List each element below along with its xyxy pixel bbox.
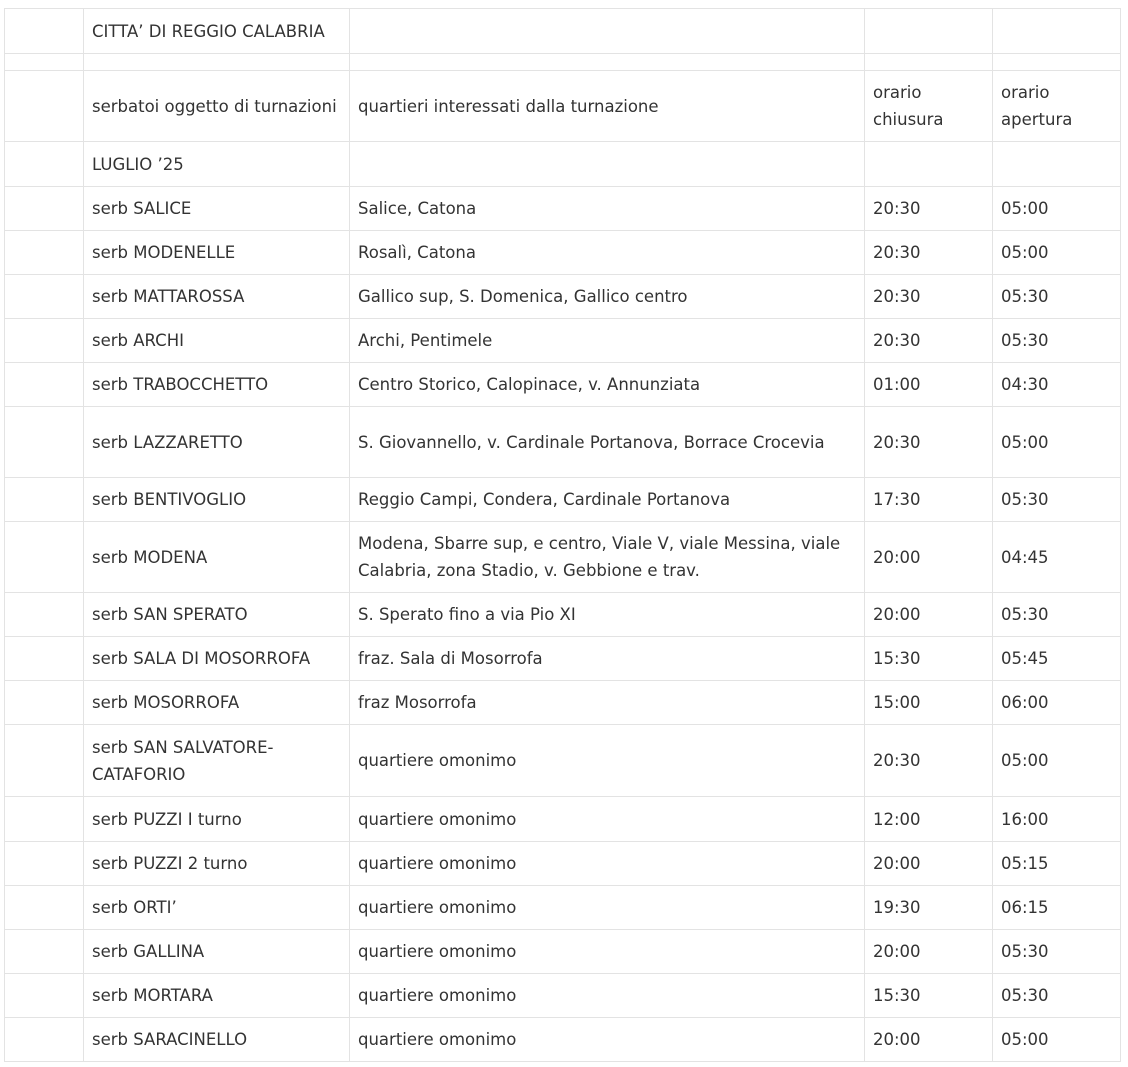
table-row xyxy=(5,886,1121,930)
closing-time: 20:00 xyxy=(865,593,993,637)
closing-time: 20:00 xyxy=(865,842,993,886)
empty-cell xyxy=(84,54,350,71)
empty-cell xyxy=(5,681,84,725)
opening-time: 05:00 xyxy=(993,725,1121,797)
tank-name: serb MOSORROFA xyxy=(84,681,350,725)
tank-name: serb SAN SPERATO xyxy=(84,593,350,637)
closing-time: 20:00 xyxy=(865,930,993,974)
districts: Archi, Pentimele xyxy=(350,319,865,363)
tank-name: serb PUZZI 2 turno xyxy=(84,842,350,886)
header-closing: orario chiusura xyxy=(865,71,993,142)
empty-cell xyxy=(5,797,84,842)
city-title: CITTA’ DI REGGIO CALABRIA xyxy=(84,9,350,54)
districts: quartiere omonimo xyxy=(350,930,865,974)
tank-name: serb MORTARA xyxy=(84,974,350,1018)
tank-name: serb SARACINELLO xyxy=(84,1018,350,1062)
empty-cell xyxy=(350,9,865,54)
table-row xyxy=(5,681,1121,725)
districts: Gallico sup, S. Domenica, Gallico centro xyxy=(350,275,865,319)
tank-name: serb BENTIVOGLIO xyxy=(84,478,350,522)
districts: Rosalì, Catona xyxy=(350,231,865,275)
empty-cell xyxy=(5,478,84,522)
opening-time: 05:30 xyxy=(993,930,1121,974)
closing-time: 15:00 xyxy=(865,681,993,725)
closing-time: 20:30 xyxy=(865,725,993,797)
tank-name: serb ARCHI xyxy=(84,319,350,363)
table-row xyxy=(5,797,1121,842)
empty-cell xyxy=(5,142,84,187)
header-opening: orario apertura xyxy=(993,71,1121,142)
table-row xyxy=(5,725,1121,797)
empty-cell xyxy=(5,1018,84,1062)
districts: S. Giovannello, v. Cardinale Portanova, Borrace Crocevia xyxy=(350,407,865,478)
tank-name: serb MATTAROSSA xyxy=(84,275,350,319)
empty-cell xyxy=(5,54,84,71)
empty-cell xyxy=(5,842,84,886)
month-label: LUGLIO ’25 xyxy=(84,142,350,187)
districts: quartiere omonimo xyxy=(350,725,865,797)
closing-time: 20:00 xyxy=(865,522,993,593)
closing-time: 20:00 xyxy=(865,1018,993,1062)
opening-time: 05:00 xyxy=(993,231,1121,275)
header-row xyxy=(5,71,1121,142)
tank-name: serb MODENELLE xyxy=(84,231,350,275)
spacer-row xyxy=(5,54,1121,71)
closing-time: 20:30 xyxy=(865,319,993,363)
tank-name: serb LAZZARETTO xyxy=(84,407,350,478)
table-row xyxy=(5,407,1121,478)
tank-name: serb MODENA xyxy=(84,522,350,593)
month-row xyxy=(5,142,1121,187)
districts: Reggio Campi, Condera, Cardinale Portanova xyxy=(350,478,865,522)
districts: Centro Storico, Calopinace, v. Annunziata xyxy=(350,363,865,407)
empty-cell xyxy=(350,54,865,71)
opening-time: 06:00 xyxy=(993,681,1121,725)
tank-name: serb ORTI’ xyxy=(84,886,350,930)
opening-time: 05:30 xyxy=(993,275,1121,319)
opening-time: 05:30 xyxy=(993,319,1121,363)
tank-name: serb SALICE xyxy=(84,187,350,231)
closing-time: 20:30 xyxy=(865,407,993,478)
opening-time: 04:45 xyxy=(993,522,1121,593)
empty-cell xyxy=(5,974,84,1018)
districts: quartiere omonimo xyxy=(350,974,865,1018)
table-row xyxy=(5,637,1121,681)
empty-cell xyxy=(5,275,84,319)
closing-time: 20:30 xyxy=(865,187,993,231)
empty-cell xyxy=(5,725,84,797)
closing-time: 01:00 xyxy=(865,363,993,407)
tank-name: serb SALA DI MOSORROFA xyxy=(84,637,350,681)
closing-time: 15:30 xyxy=(865,637,993,681)
closing-time: 19:30 xyxy=(865,886,993,930)
table-row xyxy=(5,319,1121,363)
closing-time: 17:30 xyxy=(865,478,993,522)
opening-time: 05:00 xyxy=(993,1018,1121,1062)
empty-cell xyxy=(993,142,1121,187)
districts: Modena, Sbarre sup, e centro, Viale V, viale Messina, viale Calabria, zona Stadio, v. Gebbione e trav. xyxy=(350,522,865,593)
districts: quartiere omonimo xyxy=(350,797,865,842)
empty-cell xyxy=(5,363,84,407)
empty-cell xyxy=(5,9,84,54)
empty-cell xyxy=(350,142,865,187)
opening-time: 05:00 xyxy=(993,187,1121,231)
header-tanks: serbatoi oggetto di turnazioni xyxy=(84,71,350,142)
empty-cell xyxy=(865,54,993,71)
schedule-rows xyxy=(5,187,1121,1062)
table-row xyxy=(5,593,1121,637)
empty-cell xyxy=(5,593,84,637)
empty-cell xyxy=(5,71,84,142)
districts: quartiere omonimo xyxy=(350,886,865,930)
table-row xyxy=(5,522,1121,593)
table-row xyxy=(5,275,1121,319)
opening-time: 05:00 xyxy=(993,407,1121,478)
empty-cell xyxy=(5,231,84,275)
opening-time: 16:00 xyxy=(993,797,1121,842)
closing-time: 20:30 xyxy=(865,231,993,275)
tank-name: serb PUZZI I turno xyxy=(84,797,350,842)
empty-cell xyxy=(5,522,84,593)
empty-cell xyxy=(865,142,993,187)
table-row xyxy=(5,231,1121,275)
districts: quartiere omonimo xyxy=(350,842,865,886)
table-row xyxy=(5,842,1121,886)
empty-cell xyxy=(5,407,84,478)
tank-name: serb GALLINA xyxy=(84,930,350,974)
districts: fraz. Sala di Mosorrofa xyxy=(350,637,865,681)
table-row xyxy=(5,974,1121,1018)
empty-cell xyxy=(865,9,993,54)
title-row xyxy=(5,9,1121,54)
empty-cell xyxy=(5,930,84,974)
table-row xyxy=(5,187,1121,231)
empty-cell xyxy=(5,319,84,363)
table-row xyxy=(5,930,1121,974)
empty-cell xyxy=(5,637,84,681)
tank-name: serb TRABOCCHETTO xyxy=(84,363,350,407)
empty-cell xyxy=(993,54,1121,71)
table-row xyxy=(5,1018,1121,1062)
opening-time: 06:15 xyxy=(993,886,1121,930)
table-row xyxy=(5,478,1121,522)
header-districts: quartieri interessati dalla turnazione xyxy=(350,71,865,142)
empty-cell xyxy=(993,9,1121,54)
districts: fraz Mosorrofa xyxy=(350,681,865,725)
districts: Salice, Catona xyxy=(350,187,865,231)
opening-time: 05:15 xyxy=(993,842,1121,886)
districts: S. Sperato fino a via Pio XI xyxy=(350,593,865,637)
opening-time: 05:30 xyxy=(993,478,1121,522)
closing-time: 15:30 xyxy=(865,974,993,1018)
opening-time: 05:45 xyxy=(993,637,1121,681)
water-shift-table xyxy=(4,8,1121,1062)
empty-cell xyxy=(5,886,84,930)
opening-time: 04:30 xyxy=(993,363,1121,407)
tank-name: serb SAN SALVATORE-CATAFORIO xyxy=(84,725,350,797)
opening-time: 05:30 xyxy=(993,593,1121,637)
districts: quartiere omonimo xyxy=(350,1018,865,1062)
closing-time: 12:00 xyxy=(865,797,993,842)
closing-time: 20:30 xyxy=(865,275,993,319)
opening-time: 05:30 xyxy=(993,974,1121,1018)
table-row xyxy=(5,363,1121,407)
empty-cell xyxy=(5,187,84,231)
